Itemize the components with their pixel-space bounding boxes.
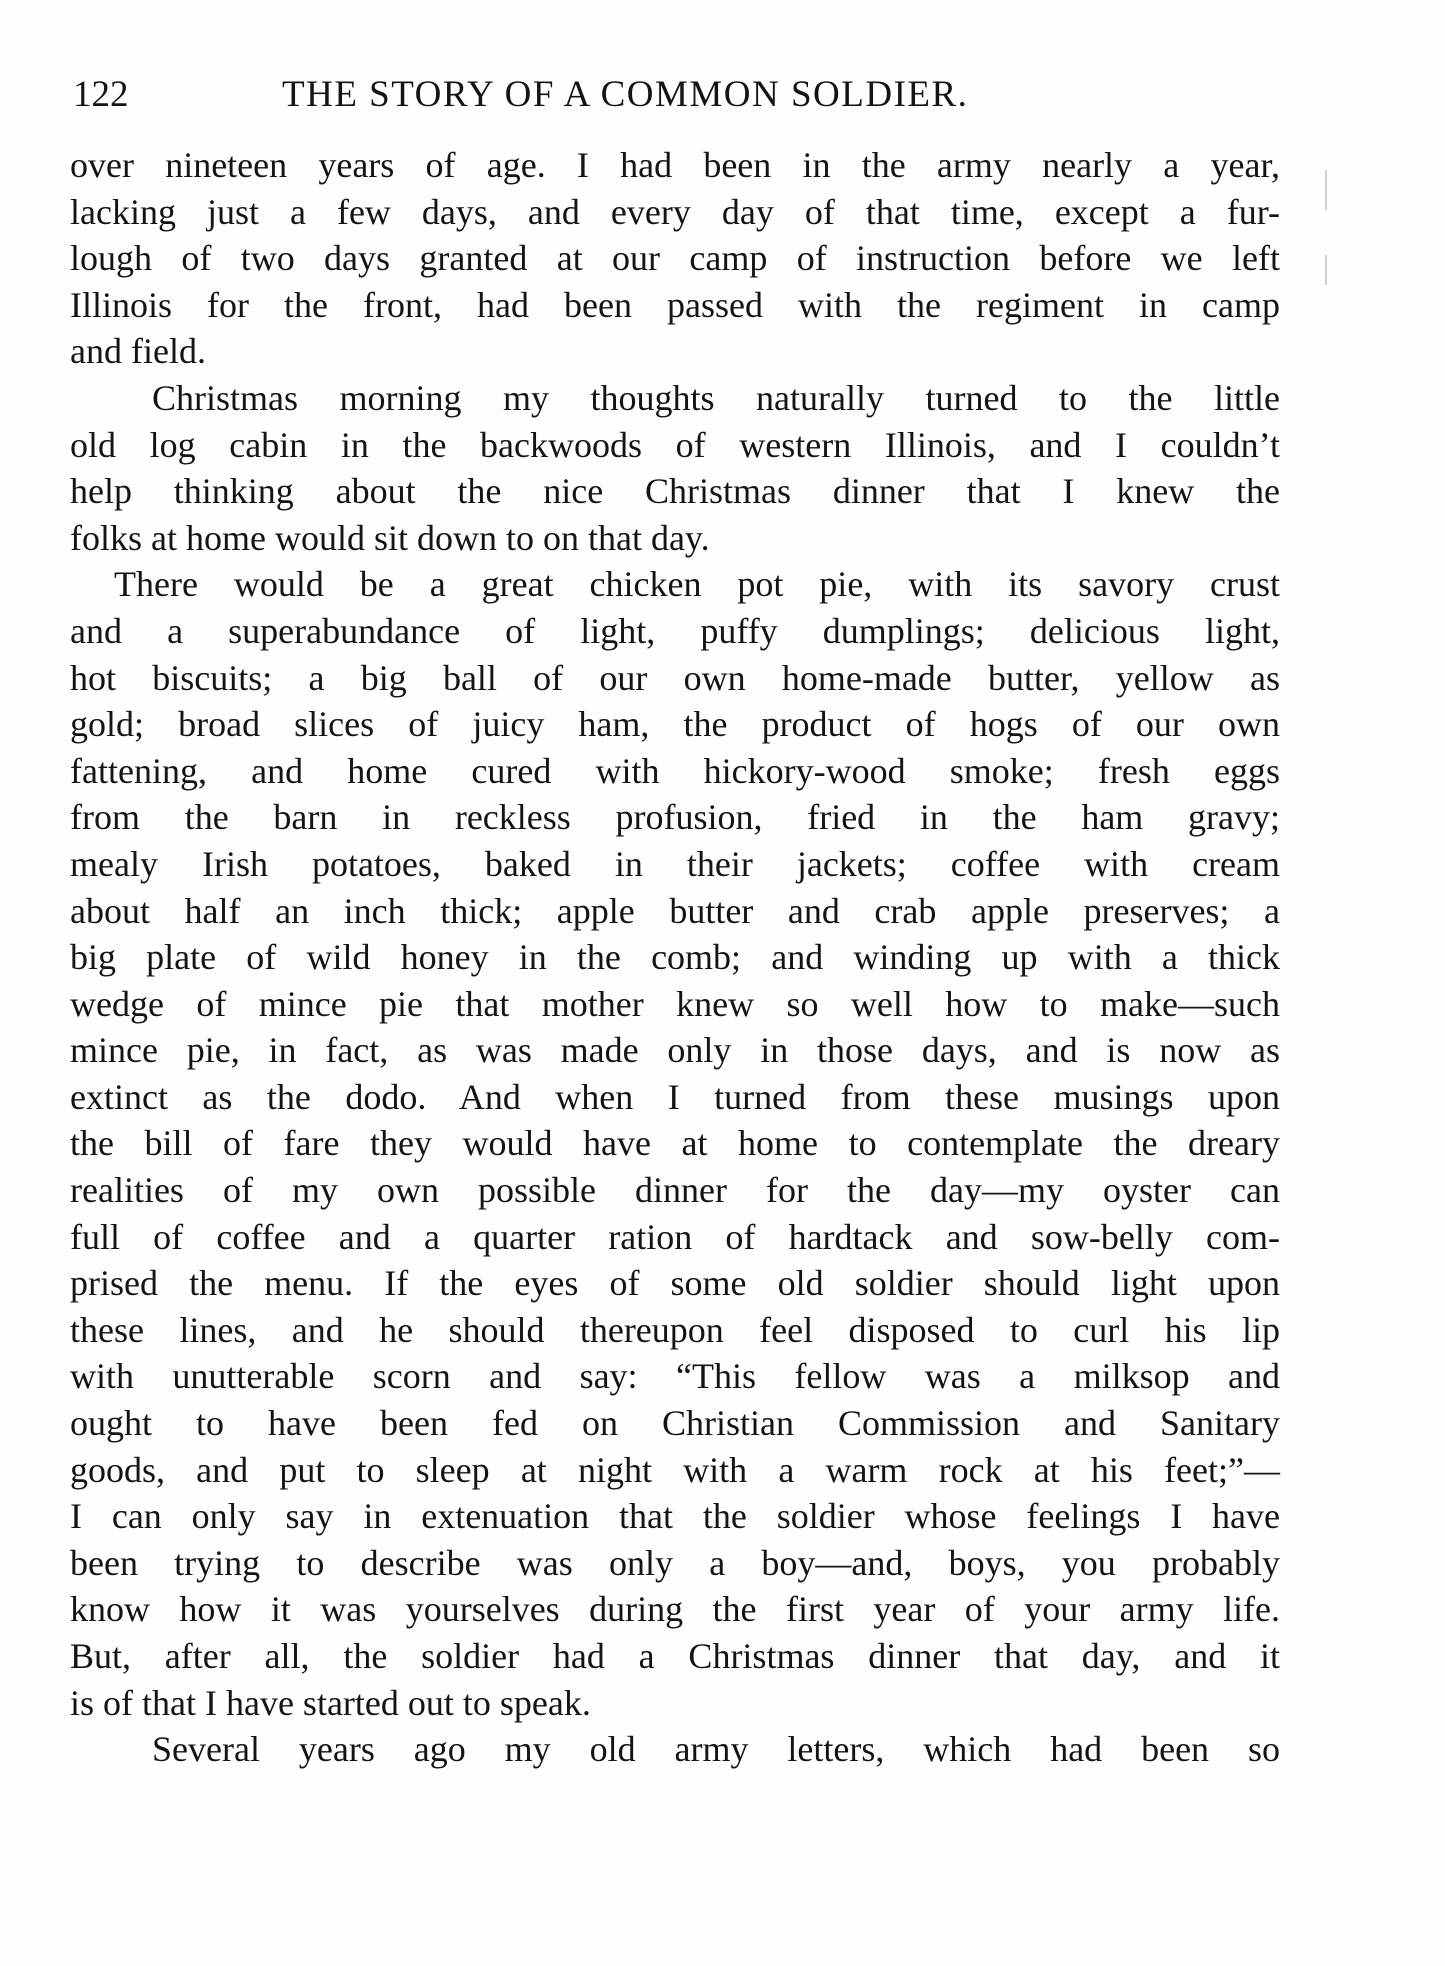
text-line: help thinking about the nice Christmas dinner that I knew the [70, 471, 1280, 512]
text-line: full of coffee and a quarter ration of hardtack and sow-belly com- [70, 1216, 1280, 1257]
text-line: gold; broad slices of juicy ham, the product of hogs of our own [70, 704, 1280, 745]
text-line: extinct as the dodo. And when I turned from these musings upon [70, 1076, 1280, 1117]
text-line: is of that I have started out to speak. [70, 1682, 591, 1723]
text-line: goods, and put to sleep at night with a warm rock at his feet;”— [70, 1449, 1280, 1490]
running-title: THE STORY OF A COMMON SOLDIER. [282, 74, 969, 115]
text-line: and field. [70, 331, 206, 372]
page-edge-mark [1325, 170, 1327, 210]
text-line: fattening, and home cured with hickory-wood smoke; fresh eggs [70, 750, 1280, 791]
page-number: 122 [73, 74, 129, 115]
text-line: ought to have been fed on Christian Commission and Sanitary [70, 1403, 1280, 1444]
running-head [73, 70, 1083, 120]
text-line: lacking just a few days, and every day of that time, except a fur- [70, 191, 1280, 232]
text-line: I can only say in extenuation that the soldier whose feelings I have [70, 1496, 1280, 1537]
text-line: But, after all, the soldier had a Christmas dinner that day, and it [70, 1636, 1280, 1676]
body-text [70, 142, 1280, 1773]
text-line: and a superabundance of light, puffy dumplings; delicious light, [70, 610, 1280, 651]
text-line: mealy Irish potatoes, baked in their jackets; coffee with cream [70, 843, 1280, 884]
text-line: folks at home would sit down to on that day. [70, 517, 710, 558]
text-line: with unutterable scorn and say: “This fellow was a milksop and [70, 1356, 1280, 1397]
text-line: Christmas morning my thoughts naturally turned to the little [152, 377, 1280, 418]
text-line: There would be a great chicken pot pie, with its savory crust [114, 564, 1280, 605]
page-edge-mark [1325, 255, 1327, 285]
text-line: about half an inch thick; apple butter and crab apple preserves; a [70, 890, 1280, 931]
text-line: old log cabin in the backwoods of western Illinois, and I couldn’t [70, 424, 1280, 465]
text-line: mince pie, in fact, as was made only in those days, and is now as [70, 1030, 1280, 1071]
text-line: wedge of mince pie that mother knew so well how to make—such [70, 983, 1280, 1024]
text-line: Several years ago my old army letters, which had been so [152, 1729, 1280, 1770]
text-line: big plate of wild honey in the comb; and winding up with a thick [70, 937, 1280, 978]
text-line: from the barn in reckless profusion, fried in the ham gravy; [70, 797, 1280, 838]
text-line: the bill of fare they would have at home to contemplate the dreary [70, 1123, 1280, 1164]
text-line: these lines, and he should thereupon feel disposed to curl his lip [70, 1309, 1280, 1350]
text-line: realities of my own possible dinner for the day—my oyster can [70, 1170, 1280, 1211]
text-line: lough of two days granted at our camp of instruction before we left [70, 238, 1280, 279]
text-line: prised the menu. If the eyes of some old soldier should light upon [70, 1263, 1280, 1304]
text-line: been trying to describe was only a boy—and, boys, you probably [70, 1542, 1280, 1583]
text-line: know how it was yourselves during the first year of your army life. [70, 1589, 1280, 1630]
text-line: hot biscuits; a big ball of our own home-made butter, yellow as [70, 657, 1280, 698]
text-line: over nineteen years of age. I had been in the army nearly a year, [70, 145, 1280, 185]
text-line: Illinois for the front, had been passed with the regiment in camp [70, 284, 1280, 325]
